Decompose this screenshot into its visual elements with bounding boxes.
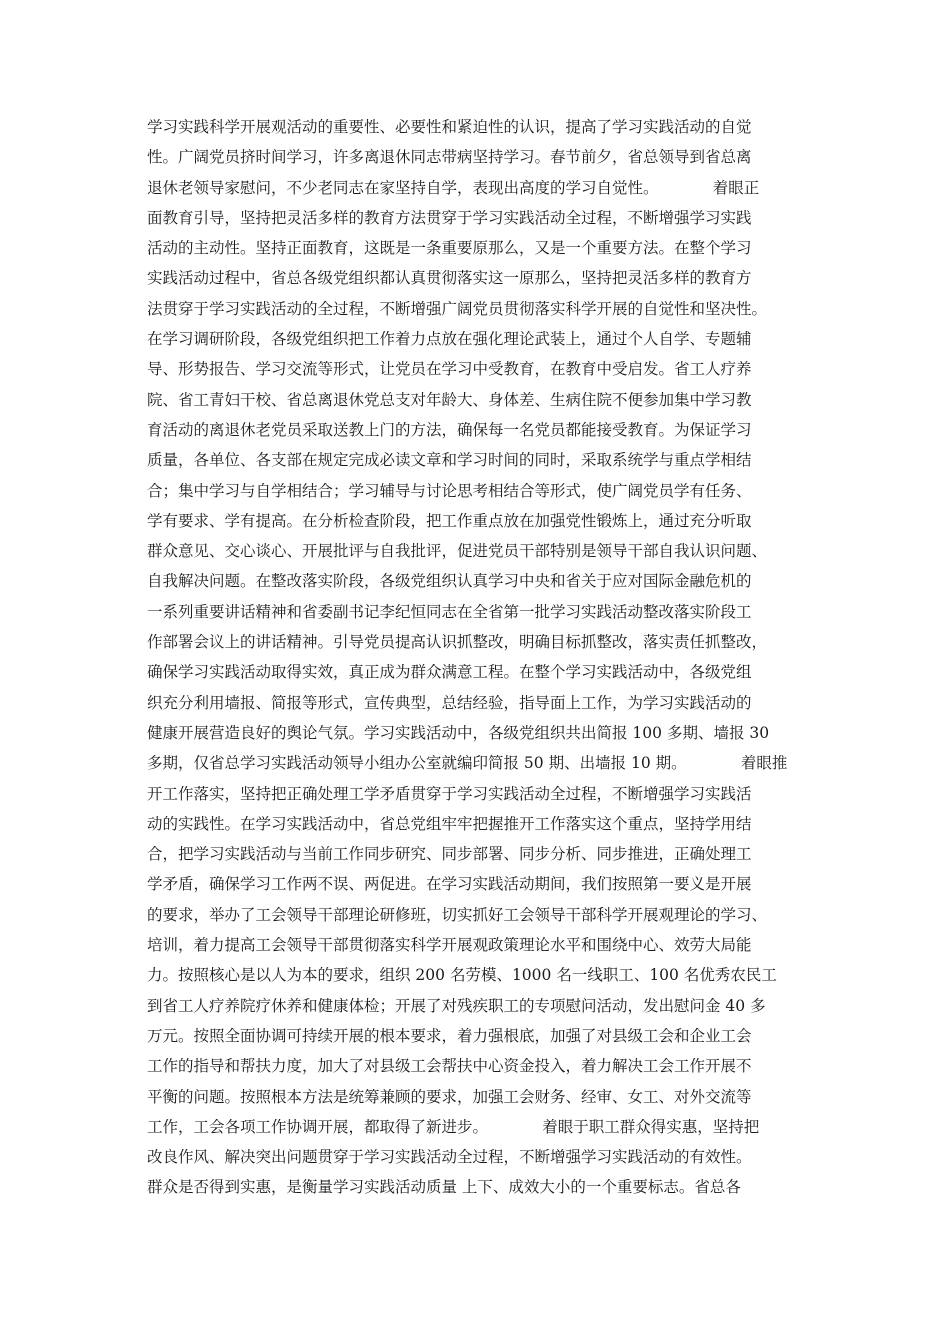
- text-line: 群众意见、交心谈心、开展批评与自我批评，促进党员干部特别是领导干部自我认识问题、: [147, 542, 768, 561]
- text-line: 面教育引导，坚持把灵活多样的教育方法贯穿于学习实践活动全过程，不断增强学习实践: [147, 208, 752, 227]
- text-line: 万元。按照全面协调可持续开展的根本要求，着力强根底，加强了对县级工会和企业工会: [147, 1026, 752, 1045]
- text-line: 开工作落实，坚持把正确处理工学矛盾贯穿于学习实践活动全过程，不断增强学习实践活: [147, 784, 752, 803]
- text-line: 学习实践科学开展观活动的重要性、必要性和紧迫性的认识，提高了学习实践活动的自觉: [147, 118, 752, 136]
- text-line: 力。按照核心是以人为本的要求，组织 200 名劳模、1000 名一线职工、100 名优秀农民工: [147, 966, 777, 985]
- text-line: 工作的指导和帮扶力度，加大了对县级工会帮扶中心资金投入，着力解决工会工作开展不: [147, 1057, 752, 1076]
- text-line: 培训，着力提高工会领导干部贯彻落实科学开展观政策理论水平和围绕中心、效劳大局能: [147, 936, 752, 955]
- body-text: [147, 112, 807, 1203]
- text-line: 织充分利用墙报、简报等形式，宣传典型，总结经验，指导面上工作，为学习实践活动的: [147, 693, 752, 712]
- text-line: 一系列重要讲话精神和省委副书记李纪恒同志在全省第一批学习实践活动整改落实阶段工: [147, 602, 752, 621]
- text-line: 实践活动过程中，省总各级党组织都认真贯彻落实这一原那么，坚持把灵活多样的教育方: [147, 269, 752, 288]
- text-line: 在学习调研阶段，各级党组织把工作着力点放在强化理论武装上，通过个人自学、专题辅: [147, 330, 752, 349]
- text-line: 性。广阔党员挤时间学习，许多离退休同志带病坚持学习。春节前夕，省总领导到省总离: [147, 148, 752, 167]
- text-line: 育活动的离退休老党员采取送教上门的方法，确保每一名党员都能接受教育。为保证学习: [147, 420, 752, 439]
- text-line: 学矛盾，确保学习工作两不误、两促进。在学习实践活动期间，我们按照第一要义是开展: [147, 875, 752, 894]
- text-line: 退休老领导家慰问，不少老同志在家坚持自学，表现出高度的学习自觉性。 着眼正: [147, 178, 760, 197]
- text-line: 质量，各单位、各支部在规定完成必读文章和学习时间的同时，采取系统学与重点学相结: [147, 451, 752, 470]
- text-line: 到省工人疗养院疗休养和健康体检；开展了对残疾职工的专项慰问活动，发出慰问金 40 多: [147, 996, 766, 1015]
- text-line: 多期，仅省总学习实践活动领导小组办公室就编印简报 50 期、出墙报 10 期。 着眼推: [147, 754, 788, 773]
- text-line: 自我解决问题。在整改落实阶段，各级党组织认真学习中央和省关于应对国际金融危机的: [147, 572, 752, 591]
- text-line: 院、省工青妇干校、省总离退休党总支对年龄大、身体差、生病住院不便参加集中学习教: [147, 390, 752, 409]
- text-line: 活动的主动性。坚持正面教育，这既是一条重要原那么，又是一个重要方法。在整个学习: [147, 239, 752, 258]
- text-line: 导、形势报告、学习交流等形式，让党员在学习中受教育，在教育中受启发。省工人疗养: [147, 360, 752, 379]
- text-line: 健康开展营造良好的舆论气氛。学习实践活动中，各级党组织共出简报 100 多期、墙报 30: [147, 723, 770, 742]
- text-line: 平衡的问题。按照根本方法是统筹兼顾的要求，加强工会财务、经审、女工、对外交流等: [147, 1087, 752, 1106]
- text-line: 合；集中学习与自学相结合；学习辅导与讨论思考相结合等形式，使广阔党员学有任务、: [147, 481, 752, 500]
- text-line: 群众是否得到实惠，是衡量学习实践活动质量 上下、成效大小的一个重要标志。省总各: [147, 1178, 741, 1197]
- text-line: 动的实践性。在学习实践活动中，省总党组牢牢把握推开工作落实这个重点，坚持学用结: [147, 814, 752, 833]
- text-line: 法贯穿于学习实践活动的全过程，不断增强广阔党员贯彻落实科学开展的自觉性和坚决性。: [147, 299, 768, 318]
- text-line: 确保学习实践活动取得实效，真正成为群众满意工程。在整个学习实践活动中，各级党组: [147, 663, 752, 682]
- text-line: 合，把学习实践活动与当前工作同步研究、同步部署、同步分析、同步推进，正确处理工: [147, 845, 752, 864]
- text-line: 改良作风、解决突出问题贯穿于学习实践活动全过程，不断增强学习实践活动的有效性。: [147, 1148, 752, 1167]
- text-line: 工作，工会各项工作协调开展，都取得了新进步。 着眼于职工群众得实惠，坚持把: [147, 1117, 760, 1136]
- text-line: 学有要求、学有提高。在分析检查阶段，把工作重点放在加强党性锻炼上，通过充分听取: [147, 511, 752, 530]
- text-line: 的要求，举办了工会领导干部理论研修班，切实抓好工会领导干部科学开展观理论的学习、: [147, 905, 768, 924]
- text-line: 作部署会议上的讲话精神。引导党员提高认识抓整改，明确目标抓整改，落实责任抓整改，: [147, 633, 768, 652]
